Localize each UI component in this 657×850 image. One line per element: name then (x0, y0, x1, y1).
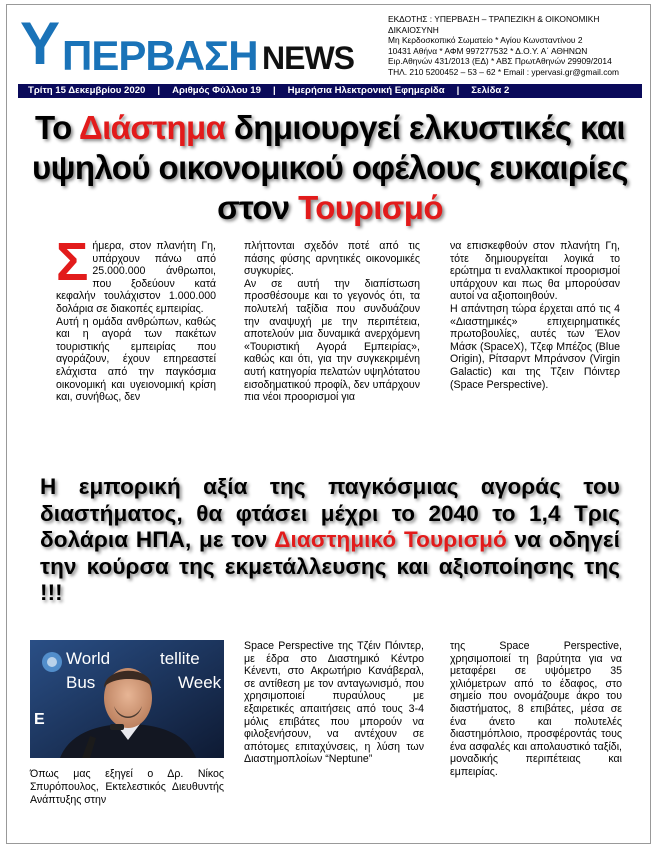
article-column-1 (56, 232, 216, 404)
publisher-info (388, 14, 648, 78)
speaker-photo (30, 640, 224, 758)
logo-news: NEWS (262, 40, 354, 76)
publisher-line: ΕΚΔΟΤΗΣ : ΥΠΕΡΒΑΣΗ – ΤΡΑΠΕΖΙΚΗ & ΟΙΚΟΝΟΜΙΚΗ ΔΙΚΑΙΟΣΥΝΗ (388, 14, 600, 35)
photo-caption: Όπως μας εξηγεί ο Δρ. Νίκος Σπυρόπουλος, Εκτελεστικός Διευθυντής Ανάπτυξης στην (30, 768, 224, 806)
banner-word: World (66, 649, 111, 668)
pull-quote-highlight: Διαστημικό Τουρισμό (274, 527, 507, 552)
pull-quote-text: να οδηγεί την κούρσα της εκμετάλλευσης και αξιοποίησης της !!! (40, 527, 620, 605)
banner-word: tellite (160, 649, 200, 668)
article-paragraph: Αν σε αυτή την διαπίστωση προσθέσουμε και το γεγονός ότι, τα πολυτελή ταξίδια που συνδυάζουν την αναψυχή με την περιπέτεια, αποτελούν μια δυναμικά ανερχόμενη «Τουριστική Αγορά Εμπειρίας», καθώς και ότι, για την συγκεκριμένη αυτή κατηγορία πελατών υψηλότατου εισοδηματικού προφίλ, δεν υπάρχουν πια νέοι προορισμοί για (244, 277, 420, 404)
banner-word: Bus (66, 673, 96, 692)
banner-word: Week (178, 673, 222, 692)
article-paragraph: της Space Perspective, χρησιμοποιεί τη βαρύτητα για να μεταφέρει σε υψόμετρο 35 χιλιόμετρων από το έδαφος, στο σημείο που ονομάζουμε άκρο του διαστήματος, 8 επιβάτες, μέσα σε ένα άνετο και πολυτελές διαστημόπλοιο, προσφέροντάς τους ένα ασφαλές και απολαυστικό ταξίδι, μοναδικής περιπέτειας και εμπειρίας. (450, 640, 622, 778)
issue-date: Τρίτη 15 Δεκεμβρίου 2020 (28, 85, 146, 96)
speaker-photo-illustration (30, 640, 224, 758)
pull-quote-text: Η εμπορική αξία της παγκόσμιας αγοράς του διαστήματος, θα φτάσει μέχρι το 2040 το 1,4 Τρις δολάρια ΗΠΑ, με τον (40, 474, 620, 552)
page-headline (18, 108, 642, 228)
publisher-line: Ειρ.Αθηνών 431/2013 (ΕΔ) * ΑΒΣ ΠρωτΑθηνών 29909/2014 (388, 56, 612, 67)
banner-word: E (34, 711, 45, 728)
page-number: Σελίδα 2 (471, 85, 510, 96)
issue-info-bar (18, 84, 642, 98)
article-column-3 (450, 240, 620, 391)
headline-highlight: Τουρισμό (298, 189, 443, 226)
drop-cap: Σ (56, 232, 89, 292)
publisher-line: 10431 Αθήνα * ΑΦΜ 997277532 * Δ.Ο.Υ. Α΄ ΑΘΗΝΩΝ (388, 45, 588, 56)
article-paragraph: Η απάντηση τώρα έρχεται από τις 4 «Διαστημικές» επιχειρηματικές πρωτοβουλίες, αυτές των Έλον Μάσκ (SpaceX), Τζεφ Μπέζος (Blue Origin), Ρίτσαρντ Μπράνσον (Virgin Galactic) και της Τζειν Πόιντερ (Space Perspective). (450, 302, 620, 391)
article-paragraph: πλήττονται σχεδόν ποτέ από τις πάσης φύσης αρνητικές οικονομικές συγκυρίες. (244, 240, 420, 278)
headline-text: Το (34, 109, 79, 146)
article-paragraph: να επισκεφθούν στον πλανήτη Γη, τότε δημιουργείται λογικά το ερώτημα τι εναλλακτικοί προορισμοί υπάρχουν και πως θα μπορούσαν αυτοί να αξιοποιηθούν. (450, 240, 620, 303)
publisher-line: Μη Κερδοσκοπικό Σωματείο * Αγίου Κωνσταντίνου 2 (388, 35, 583, 46)
separator: | (456, 85, 460, 96)
separator: | (157, 85, 161, 96)
masthead-logo (20, 10, 380, 79)
pull-quote (40, 474, 620, 607)
issue-number: Αριθμός Φύλλου 19 (172, 85, 261, 96)
article-paragraph: Αυτή η ομάδα ανθρώπων, καθώς και η αγορά των πακέτων τουριστικής εμπειρίας που αγοράζουν, έχουν επηρεαστεί ελάχιστα από την παγκόσμια οικονομική και υγειονομική κρίση και, συνήθως, δεν (56, 315, 216, 404)
logo-letter-y: Υ (20, 10, 61, 77)
article-column-2 (244, 240, 420, 404)
article-paragraph: ήμερα, στον πλανήτη Γη, υπάρχουν πάνω από 25.000.000 άνθρωποι, που ξοδεύουν κατά κεφαλήν τουλάχιστον 1.000.000 δολάρια σε διακοπές εμπειρίας. (56, 240, 216, 315)
headline-text: δημιουργεί ελκυστικές και υψηλού οικονομικού οφέλους ευκαιρίες στον (32, 109, 628, 226)
publication-type: Ημερήσια Ηλεκτρονική Εφημερίδα (287, 85, 445, 96)
article-paragraph: Space Perspective της Τζέιν Πόιντερ, με έδρα στο Διαστημικό Κέντρο Κένεντι, στο Ακρωτήριο Κανάβεραλ, σε αντίθεση με τον ανταγωνισμό, που χρησιμοποιεί πυραύλους με εξαιρετικές απαιτήσεις από τους 3-4 μόλις επιβάτες που μπορούν να φιλοξενήσουν, να αντέχουν σε απότομες επιταχύνσεις, η λύση των Διαστημοπλοίων “Neptune” (244, 640, 424, 766)
publisher-line: ΤΗΛ. 210 5200452 – 53 – 62 * Email : ypervasi.gr@gmail.com (388, 66, 620, 77)
headline-highlight: Διάστημα (78, 109, 226, 146)
article-column-4 (244, 640, 424, 766)
article-column-5 (450, 640, 622, 779)
logo-wordmark: ΠΕΡΒΑΣΗ (62, 32, 258, 79)
separator: | (272, 85, 276, 96)
